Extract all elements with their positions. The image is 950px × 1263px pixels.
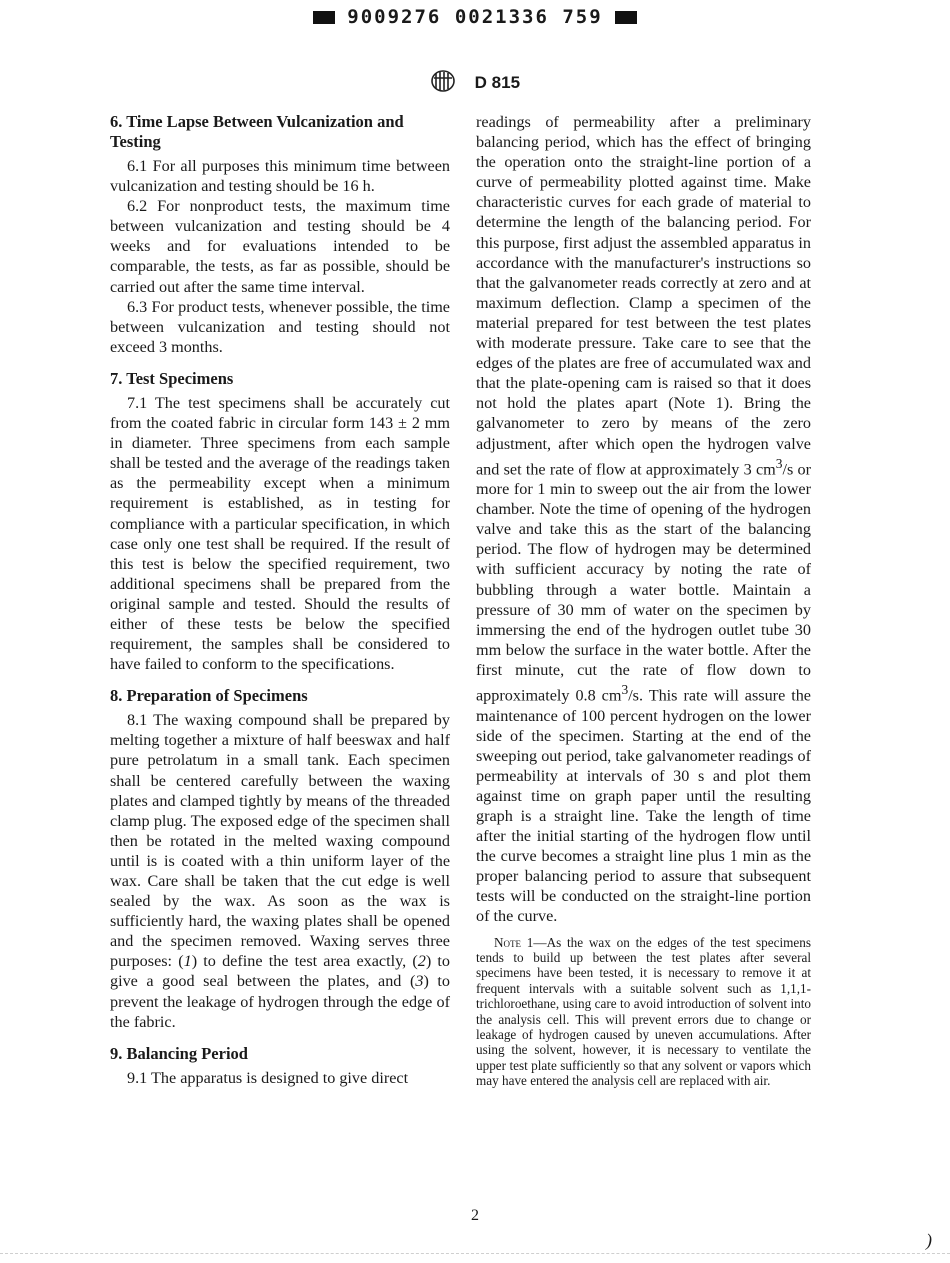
section-8-heading: 8. Preparation of Specimens [110, 686, 308, 706]
section-9-heading: 9. Balancing Period [110, 1043, 248, 1063]
control-code-right: 759 [562, 6, 603, 28]
astm-logo-icon [430, 70, 456, 97]
section-6-heading: 6. Time Lapse Between Vulcanization and Testing [110, 112, 404, 151]
paragraph-9-1-start: 9.1 The apparatus is designed to give direct [127, 1068, 409, 1087]
page-bottom-edge [0, 1253, 950, 1254]
paragraph-7-1: 7.1 The test specimens shall be accurately cut from the coated fabric in circular form 143 ± 2 mm in diameter. Three specimens from each sample shall be tested and the average of the readings taken as the permeability except when a minimum requirement is established, as in testing for compliance with a particular specification, in which case only one test shall be required. If the result of this test is below the specified requirement, two additional specimens shall be prepared from the original sample and tested. Should the results of either of these tests be below the specified requirement, the samples shall be considered to have failed to conform to the specifications. [110, 393, 450, 674]
paragraph-6-1: 6.1 For all purposes this minimum time between vulcanization and testing should be 16 h. [110, 157, 450, 196]
paragraph-8-1: 8.1 The waxing compound shall be prepared by melting together a mixture of half beeswax and half pure petrolatum in a small tank. Each specimen shall be centered carefully between the waxing plates and clamped tightly by means of the threaded clamp plug. The exposed edge of the specimen shall then be rotated in the melted waxing compound until is is coated with a thin uniform layer of the wax. Care shall be taken that the cut edge is well sealed by the wax. As soon as the wax is sufficiently hard, the waxing plates shall be opened and the specimen removed. Waxing serves three purposes: (1) to define the test area exactly, (2) to give a good seal between the plates, and (3) to prevent the leakage of hydrogen through the edge of the fabric. [110, 711, 451, 1031]
paragraph-9-1-continued: readings of permeability after a preliminary balancing period, which has the effect of bringing the operation onto the straight-line portion of a curve of permeability plotted against time. Make characteristic curves for each grade of material to determine the length of the balancing period. For this purpose, first adjust the assembled apparatus in accordance with the manufacturer's instructions so that the galvanometer reads correctly at zero and at maximum deflection. Clamp a specimen of the material prepared for test between the test plates with moderate pressure. Take care to see that the edges of the plates are free of accumulated wax and that the plate-opening cam is raised so that it does not hold the plates apart (Note 1). Bring the galvanometer to zero by means of the zero adjustment, after which open the hydrogen valve and set the rate of flow at approximately 3 $cm^3/s$ or more for 1 min to sweep out the air from the lower chamber. Note the time of opening of the hydrogen valve and take this as the start of the balancing period. The flow of hydrogen may be determined with sufficient accuracy by noting the rate of bubbling through a water bottle. Maintain a pressure of 30 mm of water on the specimen by immersing the end of the hydrogen outlet tube 30 mm below the surface in the water bottle. After the first minute, cut the rate of flow down to approximately 0.8 $cm^3/s$. This rate will assure the maintenance of 100 percent hydrogen on the lower side of the specimen. Starting at the end of the sweeping out period, take galvanometer readings of permeability at intervals of 30 s and plot them against time on graph paper until the resulting graph is a straight line. Take the length of time after the initial starting of the hydrogen flow until the curve becomes a straight line plus 1 min as the proper balancing period to assure that subsequent tests will be conducted on the straight-line portion of the curve. [476, 113, 812, 926]
page-number: 2 [471, 1207, 479, 1224]
note-text: —As the wax on the edges of the test specimens tends to build up between the test plates after several specimens have been tested, it is necessary to remove it at frequent intervals with a suitable solvent such as 1,1,1-trichloroethane, using care to avoid introduction of solvent into the analysis cell. This will prevent errors due to change or leakage of hydrogen caused by uneven accumulations. After using the solvent, however, it is necessary to ventilate the upper test plate sufficiently so that any solvent or vapors which may have entered the analysis cell are replaced with air. [476, 934, 811, 1089]
barcode-block-left [313, 11, 335, 24]
note-label: Note 1 [494, 934, 534, 950]
page-header [0, 70, 950, 97]
standard-designation: D 815 [474, 72, 521, 92]
paragraph-6-3: 6.3 For product tests, whenever possible, the time between vulcanization and testing should not exceed 3 months. [110, 297, 450, 356]
document-control-code [0, 6, 950, 28]
margin-mark: ) [926, 1230, 932, 1250]
barcode-block-right [615, 11, 637, 24]
section-7-heading: 7. Test Specimens [110, 368, 234, 388]
right-column [476, 112, 811, 1089]
control-code-middle: 0021336 [454, 6, 549, 28]
left-column [110, 112, 450, 1088]
note-1 [476, 935, 811, 1089]
paragraph-6-2: 6.2 For nonproduct tests, the maximum time between vulcanization and testing should be 4 weeks and for evaluations intended to be comparable, the tests, as far as possible, should be carried out after the same time interval. [110, 197, 450, 296]
control-code-left: 9009276 [347, 6, 442, 28]
